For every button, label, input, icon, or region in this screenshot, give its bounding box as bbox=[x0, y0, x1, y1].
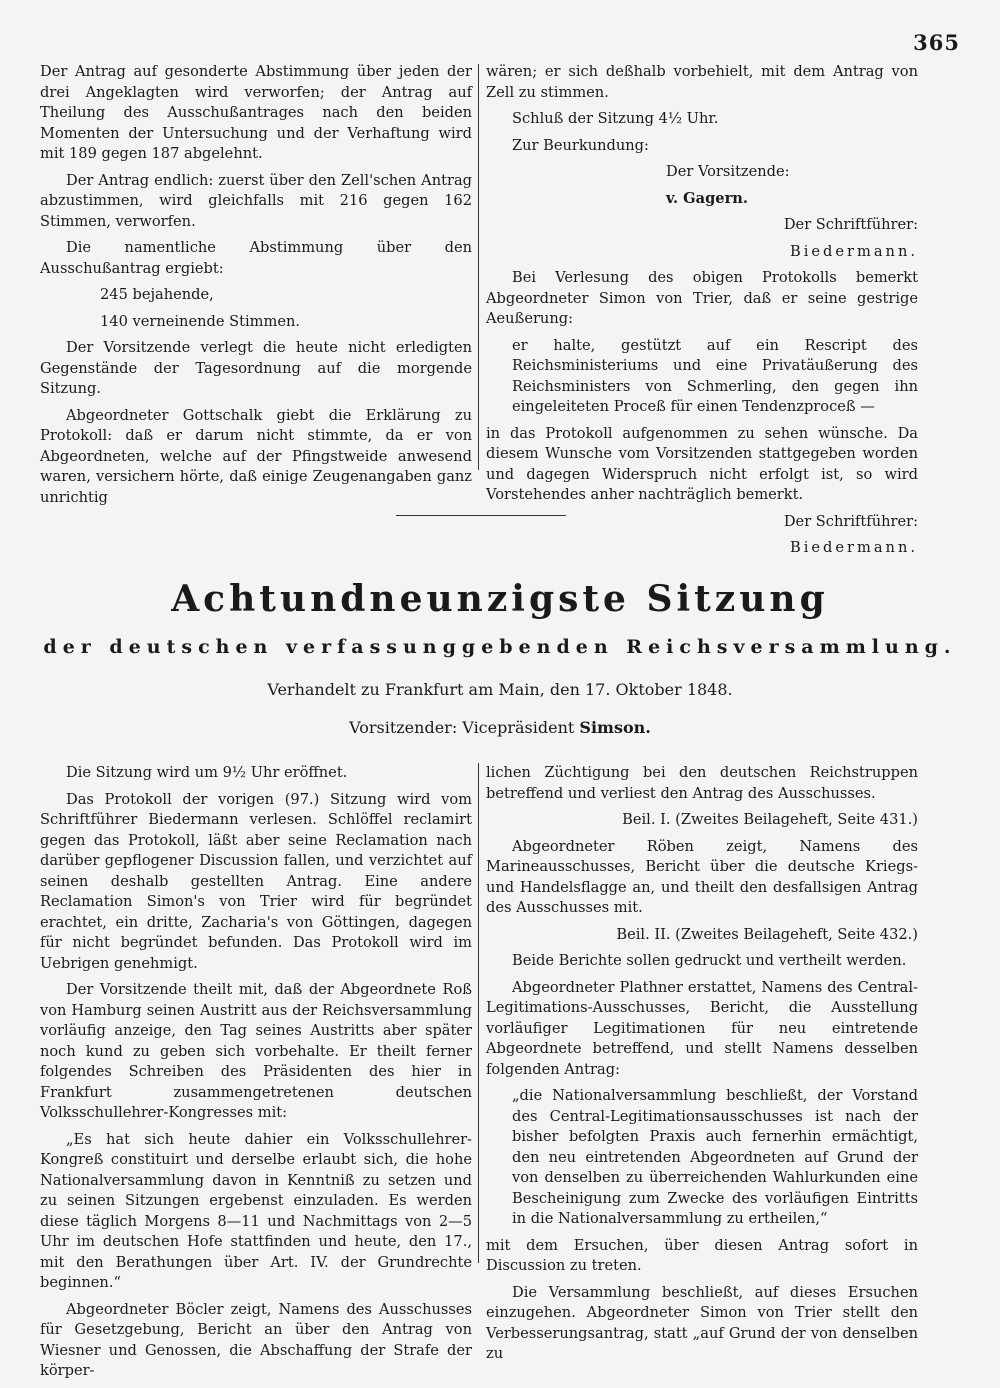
section-divider bbox=[396, 515, 566, 516]
column-divider bbox=[478, 763, 479, 1263]
paragraph: lichen Züchtigung bei den deutschen Reichstruppen betreffend und verliest den Antrag des Ausschusses. bbox=[486, 764, 918, 802]
top-left-column bbox=[40, 62, 472, 514]
dateline: Verhandelt zu Frankfurt am Main, den 17. Oktober 1848. bbox=[267, 680, 733, 699]
session-subtitle: der deutschen verfassunggebenden Reichsversammlung. bbox=[43, 636, 957, 658]
paragraph: Abgeordneter Böcler zeigt, Namens des Ausschusses für Gesetzgebung, Bericht an über den Antrag von Wiesner und Genossen, die Abschaffung der Strafe der körper- bbox=[40, 1300, 472, 1379]
session-close: Schluß der Sitzung 4½ Uhr. bbox=[512, 110, 719, 127]
paragraph: Abgeordneter Plathner erstattet, Namens des Central-Legitimations-Ausschusses, Bericht, die Ausstellung vorläufiger Legitimationen für neu eintretende Abgeordnete betreffend, und stellt Namens desselben folgenden Antrag: bbox=[486, 978, 918, 1078]
paragraph: Der Antrag auf gesonderte Abstimmung über jeden der drei Angeklagten wird verworfen; der Antrag auf Theilung des Ausschußantrages nach den beiden Momenten der Untersuchung und der Verhaftung wird mit 189 gegen 187 abgelehnt. bbox=[40, 63, 472, 162]
attestation-label: Zur Beurkundung: bbox=[512, 136, 649, 154]
bottom-left-column bbox=[40, 763, 472, 1388]
paragraph: Die Sitzung wird um 9½ Uhr eröffnet. bbox=[66, 764, 348, 781]
paragraph: Der Antrag endlich: zuerst über den Zell'schen Antrag abzustimmen, wird gleichfalls mit 216 gegen 162 Stimmen, verworfen. bbox=[40, 171, 472, 230]
vote-yes: 245 bejahende, bbox=[100, 286, 214, 303]
appendix-reference: Beil. I. (Zweites Beilageheft, Seite 431.) bbox=[622, 811, 918, 828]
appendix-reference: Beil. II. (Zweites Beilageheft, Seite 432.) bbox=[616, 925, 918, 943]
paragraph: Beide Berichte sollen gedruckt und vertheilt werden. bbox=[512, 952, 907, 969]
secretary-signature: Biedermann. bbox=[790, 242, 918, 260]
paragraph: Die Versammlung beschließt, auf dieses Ersuchen einzugehen. Abgeordneter Simon von Trier stellt den Verbesserungsantrag, statt „auf Grund der von denselben zu bbox=[486, 1283, 918, 1362]
quoted-letter: „Es hat sich heute dahier ein Volksschullehrer-Kongreß constituirt und derselbe erlaubt sich, die hohe Nationalversammlung davon in Kenntniß zu setzen und zu seinen Sitzungen ergebenst einzuladen. Es werden diese täglich Morgens 8—11 und Nachmittags von 2—5 Uhr im deutschen Hofe stattfinden und heute, den 17., mit den Berathungen über Art. IV. der Grundrechte beginnen.“ bbox=[40, 1130, 472, 1291]
chair-label: Der Vorsitzende: bbox=[666, 163, 790, 180]
paragraph: in das Protokoll aufgenommen zu sehen wünsche. Da diesem Wunsche vom Vorsitzenden stattgegeben worden und dagegen Widerspruch nicht erfolgt ist, so wird Vorstehendes anher nachträglich bemerkt. bbox=[486, 424, 918, 503]
chair-signature: v. Gagern. bbox=[666, 189, 748, 207]
top-right-column bbox=[486, 62, 918, 565]
quoted-motion: „die Nationalversammlung beschließt, der Vorstand des Central-Legitimationsausschusses ist nach der bisher befolgten Praxis auch fernerhin ermächtigt, den neu eintretenden Abgeordneten auf Grund der von denselben zu überreichenden Wahlurkunden eine Bescheinigung zum Zwecke des vorläufigen Eintritts in die Nationalversammlung zu ertheilen,“ bbox=[512, 1087, 918, 1227]
column-divider bbox=[478, 64, 479, 470]
paragraph: Der Vorsitzende verlegt die heute nicht erledigten Gegenstände der Tagesordnung auf die morgende Sitzung. bbox=[40, 339, 472, 397]
chair-line-label: Vorsitzender: Vicepräsident bbox=[349, 718, 575, 737]
vote-no: 140 verneinende Stimmen. bbox=[100, 312, 300, 330]
paragraph: mit dem Ersuchen, über diesen Antrag sofort in Discussion zu treten. bbox=[486, 1236, 918, 1274]
paragraph: Abgeordneter Gottschalk giebt die Erklärung zu Protokoll: daß er darum nicht stimmte, da er von Abgeordneten, welche auf der Pfingstweide anwesend waren, versichern hörte, daß einige Zeugenangaben ganz unrichtig bbox=[40, 406, 472, 506]
quoted-statement: er halte, gestützt auf ein Rescript des Reichsministeriums und eine Privatäußerung des Reichsministers von Schmerling, den gegen ihn eingeleiteten Proceß für einen Tendenzproceß — bbox=[512, 336, 918, 415]
paragraph: Das Protokoll der vorigen (97.) Sitzung wird vom Schriftführer Biedermann verlesen. Schlöffel reclamirt gegen das Protokoll, läßt aber seine Reclamation nach darüber gepflogener Discussion fallen, und verzichtet auf seinen deshalb gestellten Antrag. Eine andere Reclamation Simon's von Trier wird für begründet erachtet, ein dritte, Zacharia's von Göttingen, dagegen für nicht begründet befunden. Das Protokoll wird im Uebrigen genehmigt. bbox=[40, 790, 472, 972]
secretary-label: Der Schriftführer: bbox=[783, 216, 918, 233]
paragraph: Bei Verlesung des obigen Protokolls bemerkt Abgeordneter Simon von Trier, daß er seine gestrige Aeußerung: bbox=[486, 269, 918, 327]
session-title: Achtundneunzigste Sitzung bbox=[171, 578, 829, 620]
chair-line-name: Simson. bbox=[579, 718, 651, 737]
page-number: 365 bbox=[913, 30, 960, 55]
paragraph: Abgeordneter Röben zeigt, Namens des Marineausschusses, Bericht über die deutsche Kriegs- und Handelsflagge an, und theilt den desfallsigen Antrag des Ausschusses mit. bbox=[486, 837, 918, 916]
secretary-signature: Biedermann. bbox=[790, 539, 918, 556]
paragraph: wären; er sich deßhalb vorbehielt, mit dem Antrag von Zell zu stimmen. bbox=[486, 63, 918, 101]
bottom-right-column bbox=[486, 763, 918, 1371]
chair-line bbox=[0, 718, 1000, 737]
paragraph: Die namentliche Abstimmung über den Ausschußantrag ergiebt: bbox=[40, 239, 472, 277]
paragraph: Der Vorsitzende theilt mit, daß der Abgeordnete Roß von Hamburg seinen Austritt aus der Reichsversammlung vorläufig anzeige, den Tag seines Austritts aber später noch kund zu geben sich vorbehalte. Er theilt ferner folgendes Schreiben des Präsidenten des hier in Frankfurt zusammengetretenen deutschen Volksschullehrer-Kongresses mit: bbox=[40, 981, 472, 1121]
secretary-label: Der Schriftführer: bbox=[783, 512, 918, 530]
